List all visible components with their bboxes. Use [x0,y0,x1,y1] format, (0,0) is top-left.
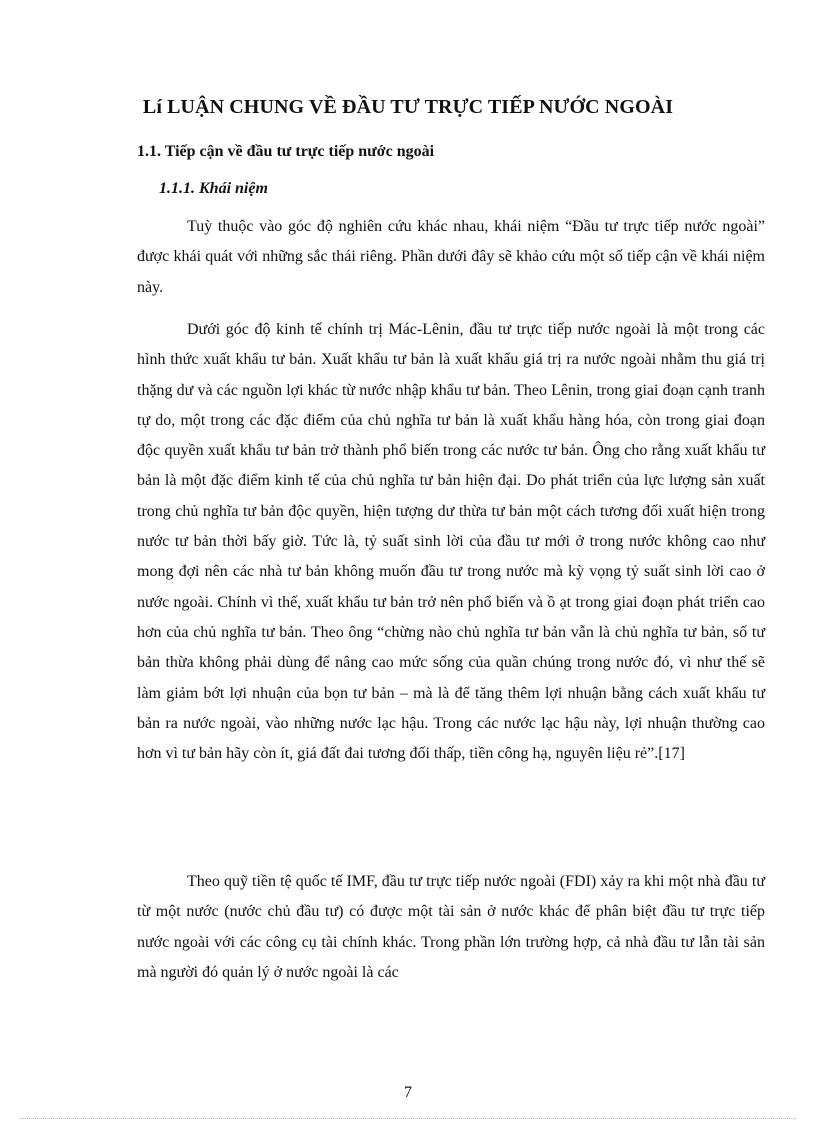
paragraph-3: Theo quỹ tiền tệ quốc tế IMF, đầu tư trực tiếp nước ngoài (FDI) xảy ra khi một nhà đầu tư từ một nước (nước chủ đầu tư) có được một tài sản ở nước khác để phân biệt đầu tư trực tiếp nước ngoài với các công cụ tài chính khác. Trong phần lớn trường hợp, cả nhà đầu tư lẫn tài sản mà người đó quản lý ở nước ngoài là các [137,873,765,981]
paragraph-2: Dưới góc độ kinh tế chính trị Mác-Lênin, đầu tư trực tiếp nước ngoài là một trong các hình thức xuất khẩu tư bản. Xuất khẩu tư bản là xuất khẩu giá trị ra nước ngoài nhằm thu giá trị thặng dư và các nguồn lợi khác từ nước nhập khẩu tư bản. Theo Lênin, trong giai đoạn cạnh tranh tự do, một trong các đặc điểm của chủ nghĩa tư bản là xuất khẩu hàng hóa, còn trong giai đoạn độc quyền xuất khẩu tư bản trở thành phổ biến trong các nước tư bản. Ông cho rằng xuất khẩu tư bản là một đặc điểm kinh tế của chủ nghĩa tư bản hiện đại. Do phát triển của lực lượng sản xuất trong chủ nghĩa tư bản độc quyền, hiện tượng dư thừa tư bản một cách tương đối xuất hiện trong nước tư bản thời bấy giờ. Tức là, tỷ suất sinh lời của đầu tư mới ở trong nước không cao như mong đợi nên các nhà tư bản không muốn đầu tư trong nước mà kỳ vọng tỷ suất sinh lời cao ở nước ngoài. Chính vì thế, xuất khẩu tư bản trở nên phổ biến và ồ ạt trong giai đoạn phát triển cao hơn của chủ nghĩa tư bản. Theo ông “chừng nào chủ nghĩa tư bản vẫn là chủ nghĩa tư bản, số tư bản thừa không phải dùng để nâng cao mức sống của quần chúng trong nước đó, vì như thế sẽ làm giảm bớt lợi nhuận của bọn tư bản – mà là để tăng thêm lợi nhuận bằng cách xuất khẩu tư bản ra nước ngoài, vào những nước lạc hậu. Trong các nước lạc hậu này, lợi nhuận thường cao hơn vì tư bản hãy còn ít, giá đất đai tương đối thấp, tiền công hạ, nguyên liệu rẻ”.[17] [137,321,765,763]
page-bottom-divider [20,1118,796,1119]
chapter-title: Lí LUẬN CHUNG VỀ ĐẦU TƯ TRỰC TIẾP NƯỚC NGOÀI [142,96,674,118]
subsection-heading: 1.1.1. Khái niệm [159,180,268,197]
page-number: 7 [404,1084,412,1101]
section-heading: 1.1. Tiếp cận về đầu tư trực tiếp nước ngoài [137,143,435,160]
paragraph-1: Tuỳ thuộc vào góc độ nghiên cứu khác nhau, khái niệm “Đầu tư trực tiếp nước ngoài” được khái quát với những sắc thái riêng. Phần dưới đây sẽ khảo cứu một số tiếp cận về khái niệm này. [137,218,765,296]
